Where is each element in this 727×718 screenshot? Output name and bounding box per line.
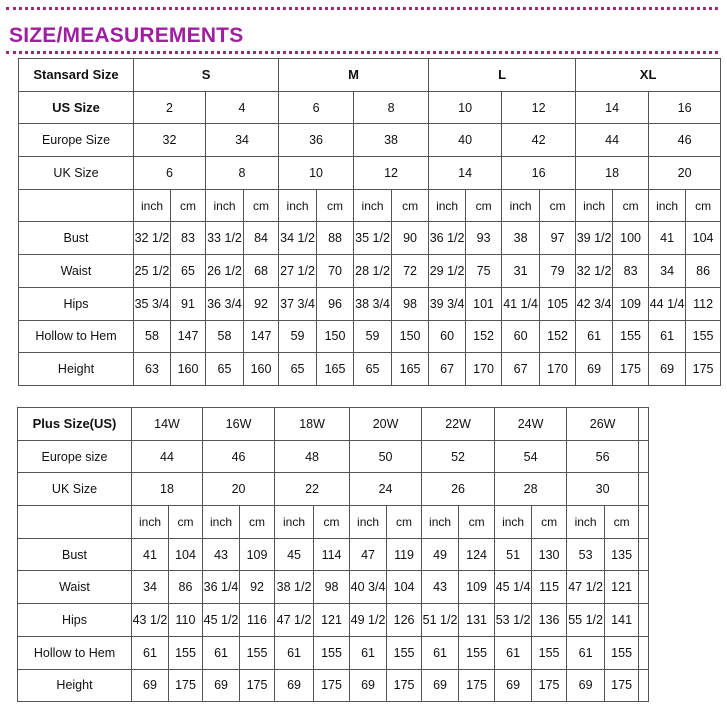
measurement-value: 75 bbox=[466, 255, 502, 288]
measurement-value: 175 bbox=[240, 669, 275, 702]
unit-row-blank bbox=[18, 506, 132, 539]
measurement-value: 155 bbox=[532, 636, 567, 669]
measurement-value: 49 1/2 bbox=[350, 604, 387, 637]
measurement-value: 41 bbox=[132, 538, 169, 571]
measurement-value: 93 bbox=[466, 222, 502, 255]
measurement-value: 83 bbox=[171, 222, 206, 255]
standard-size-table bbox=[18, 58, 721, 386]
uk-size-value: 16 bbox=[502, 157, 576, 190]
size-group-header: L bbox=[429, 59, 576, 92]
unit-row bbox=[19, 189, 721, 222]
unit-cm-label: cm bbox=[244, 189, 279, 222]
standard-header-label: Stansard Size bbox=[19, 59, 134, 92]
europe-size-label: Europe Size bbox=[19, 124, 134, 157]
measurement-value: 34 bbox=[132, 571, 169, 604]
measurement-value: 150 bbox=[317, 320, 354, 353]
unit-cm-label: cm bbox=[317, 189, 354, 222]
measurement-value: 124 bbox=[459, 538, 495, 571]
measurement-value: 86 bbox=[686, 255, 721, 288]
measurement-value: 35 1/2 bbox=[354, 222, 392, 255]
unit-cm-label: cm bbox=[387, 506, 422, 539]
unit-cm-label: cm bbox=[171, 189, 206, 222]
measurement-value: 41 bbox=[649, 222, 686, 255]
measurement-value: 155 bbox=[613, 320, 649, 353]
top-dotted-divider bbox=[6, 7, 718, 10]
us-size-value: 4 bbox=[206, 91, 279, 124]
measurement-value: 104 bbox=[387, 571, 422, 604]
unit-cm-label: cm bbox=[466, 189, 502, 222]
measurement-value: 175 bbox=[686, 353, 721, 386]
measurement-value: 170 bbox=[466, 353, 502, 386]
measurement-value: 147 bbox=[244, 320, 279, 353]
measurement-value: 69 bbox=[649, 353, 686, 386]
measurement-value: 61 bbox=[422, 636, 459, 669]
unit-cm-label: cm bbox=[613, 189, 649, 222]
us-size-value: 16 bbox=[649, 91, 721, 124]
measurement-value: 104 bbox=[169, 538, 203, 571]
plus-header-label: Plus Size(US) bbox=[18, 408, 132, 441]
measurement-value: 170 bbox=[540, 353, 576, 386]
size-group-header: XL bbox=[576, 59, 721, 92]
measurement-value: 104 bbox=[686, 222, 721, 255]
europe-size-value: 34 bbox=[206, 124, 279, 157]
measurement-value: 60 bbox=[502, 320, 540, 353]
plus-europe-label: Europe size bbox=[18, 440, 132, 473]
unit-inch-label: inch bbox=[422, 506, 459, 539]
measurement-value: 55 1/2 bbox=[567, 604, 605, 637]
plus-uk-value: 18 bbox=[132, 473, 203, 506]
unit-inch-label: inch bbox=[206, 189, 244, 222]
measurement-value: 45 bbox=[275, 538, 314, 571]
plus-unit-row bbox=[18, 506, 649, 539]
measurement-label: Hollow to Hem bbox=[18, 636, 132, 669]
unit-inch-label: inch bbox=[275, 506, 314, 539]
measurement-value: 126 bbox=[387, 604, 422, 637]
measurement-value: 67 bbox=[502, 353, 540, 386]
measurement-value: 47 1/2 bbox=[275, 604, 314, 637]
measurement-value: 38 bbox=[502, 222, 540, 255]
plus-measurement-row bbox=[18, 538, 649, 571]
measurement-value: 141 bbox=[605, 604, 639, 637]
measurement-value: 96 bbox=[317, 287, 354, 320]
measurement-value: 160 bbox=[244, 353, 279, 386]
plus-uk-value: 24 bbox=[350, 473, 422, 506]
plus-uk-value: 22 bbox=[275, 473, 350, 506]
measurement-value: 79 bbox=[540, 255, 576, 288]
measurement-value: 115 bbox=[532, 571, 567, 604]
measurement-value: 72 bbox=[392, 255, 429, 288]
uk-size-label: UK Size bbox=[19, 157, 134, 190]
measurement-value: 47 bbox=[350, 538, 387, 571]
unit-inch-label: inch bbox=[649, 189, 686, 222]
uk-size-value: 10 bbox=[279, 157, 354, 190]
unit-cm-label: cm bbox=[314, 506, 350, 539]
unit-cm-label: cm bbox=[532, 506, 567, 539]
measurement-value: 100 bbox=[613, 222, 649, 255]
measurement-value: 45 1/4 bbox=[495, 571, 532, 604]
measurement-value: 119 bbox=[387, 538, 422, 571]
unit-row-blank bbox=[19, 189, 134, 222]
plus-measurement-row bbox=[18, 604, 649, 637]
uk-size-value: 14 bbox=[429, 157, 502, 190]
measurement-value: 101 bbox=[466, 287, 502, 320]
measurement-value: 61 bbox=[203, 636, 240, 669]
plus-europe-value: 50 bbox=[350, 440, 422, 473]
measurement-value: 91 bbox=[171, 287, 206, 320]
unit-inch-label: inch bbox=[279, 189, 317, 222]
measurement-value: 160 bbox=[171, 353, 206, 386]
measurement-value: 32 1/2 bbox=[134, 222, 171, 255]
measurement-value: 69 bbox=[132, 669, 169, 702]
measurement-row bbox=[19, 320, 721, 353]
unit-inch-label: inch bbox=[502, 189, 540, 222]
measurement-value: 92 bbox=[240, 571, 275, 604]
measurement-value: 39 3/4 bbox=[429, 287, 466, 320]
unit-cm-label: cm bbox=[605, 506, 639, 539]
measurement-value: 69 bbox=[495, 669, 532, 702]
measurement-value: 53 1/2 bbox=[495, 604, 532, 637]
unit-cm-label: cm bbox=[169, 506, 203, 539]
measurement-value: 59 bbox=[279, 320, 317, 353]
measurement-row bbox=[19, 255, 721, 288]
page-title: SIZE/MEASUREMENTS bbox=[9, 24, 244, 47]
measurement-value: 49 bbox=[422, 538, 459, 571]
unit-inch-label: inch bbox=[576, 189, 613, 222]
measurement-value: 36 1/2 bbox=[429, 222, 466, 255]
measurement-value: 165 bbox=[317, 353, 354, 386]
measurement-value: 92 bbox=[244, 287, 279, 320]
measurement-value: 136 bbox=[532, 604, 567, 637]
plus-uk-value: 26 bbox=[422, 473, 495, 506]
unit-inch-label: inch bbox=[567, 506, 605, 539]
measurement-value: 135 bbox=[605, 538, 639, 571]
measurement-value: 155 bbox=[240, 636, 275, 669]
measurement-value: 69 bbox=[350, 669, 387, 702]
us-size-value: 6 bbox=[279, 91, 354, 124]
unit-cm-label: cm bbox=[392, 189, 429, 222]
europe-size-value: 32 bbox=[134, 124, 206, 157]
plus-uk-value: 20 bbox=[203, 473, 275, 506]
unit-inch-label: inch bbox=[132, 506, 169, 539]
europe-size-value: 40 bbox=[429, 124, 502, 157]
us-size-row bbox=[19, 91, 721, 124]
measurement-value: 175 bbox=[605, 669, 639, 702]
measurement-label: Height bbox=[18, 669, 132, 702]
plus-uk-value: 28 bbox=[495, 473, 567, 506]
europe-size-value: 46 bbox=[649, 124, 721, 157]
plus-size-value: 16W bbox=[203, 408, 275, 441]
measurement-value: 88 bbox=[317, 222, 354, 255]
plus-size-value: 24W bbox=[495, 408, 567, 441]
measurement-value: 65 bbox=[206, 353, 244, 386]
measurement-value: 61 bbox=[275, 636, 314, 669]
measurement-value: 147 bbox=[171, 320, 206, 353]
measurement-value: 69 bbox=[576, 353, 613, 386]
plus-blank-cell bbox=[639, 538, 649, 571]
measurement-value: 36 1/4 bbox=[203, 571, 240, 604]
unit-inch-label: inch bbox=[354, 189, 392, 222]
plus-uk-row bbox=[18, 473, 649, 506]
measurement-value: 43 bbox=[422, 571, 459, 604]
uk-size-value: 8 bbox=[206, 157, 279, 190]
title-dotted-divider bbox=[6, 51, 718, 54]
plus-size-table bbox=[17, 407, 649, 702]
measurement-value: 61 bbox=[350, 636, 387, 669]
us-size-value: 12 bbox=[502, 91, 576, 124]
uk-size-value: 18 bbox=[576, 157, 649, 190]
measurement-value: 39 1/2 bbox=[576, 222, 613, 255]
measurement-value: 175 bbox=[459, 669, 495, 702]
unit-cm-label: cm bbox=[459, 506, 495, 539]
measurement-value: 86 bbox=[169, 571, 203, 604]
measurement-value: 67 bbox=[429, 353, 466, 386]
measurement-value: 69 bbox=[567, 669, 605, 702]
measurement-value: 25 1/2 bbox=[134, 255, 171, 288]
measurement-label: Height bbox=[19, 353, 134, 386]
unit-inch-label: inch bbox=[350, 506, 387, 539]
measurement-value: 32 1/2 bbox=[576, 255, 613, 288]
measurement-label: Bust bbox=[18, 538, 132, 571]
measurement-value: 105 bbox=[540, 287, 576, 320]
measurement-value: 155 bbox=[169, 636, 203, 669]
measurement-label: Hollow to Hem bbox=[19, 320, 134, 353]
measurement-value: 61 bbox=[649, 320, 686, 353]
measurement-row bbox=[19, 287, 721, 320]
measurement-value: 41 1/4 bbox=[502, 287, 540, 320]
uk-size-row bbox=[19, 157, 721, 190]
plus-blank-cell bbox=[639, 473, 649, 506]
plus-blank-cell bbox=[639, 408, 649, 441]
size-group-row bbox=[19, 59, 721, 92]
plus-size-value: 26W bbox=[567, 408, 639, 441]
measurement-value: 175 bbox=[314, 669, 350, 702]
measurement-value: 27 1/2 bbox=[279, 255, 317, 288]
measurement-value: 175 bbox=[532, 669, 567, 702]
measurement-value: 65 bbox=[354, 353, 392, 386]
plus-size-value: 20W bbox=[350, 408, 422, 441]
measurement-value: 34 bbox=[649, 255, 686, 288]
unit-inch-label: inch bbox=[203, 506, 240, 539]
measurement-value: 60 bbox=[429, 320, 466, 353]
plus-europe-value: 48 bbox=[275, 440, 350, 473]
measurement-value: 152 bbox=[540, 320, 576, 353]
unit-inch-label: inch bbox=[429, 189, 466, 222]
measurement-value: 35 3/4 bbox=[134, 287, 171, 320]
measurement-value: 44 1/4 bbox=[649, 287, 686, 320]
europe-size-value: 44 bbox=[576, 124, 649, 157]
measurement-value: 130 bbox=[532, 538, 567, 571]
measurement-value: 31 bbox=[502, 255, 540, 288]
measurement-value: 98 bbox=[314, 571, 350, 604]
measurement-value: 116 bbox=[240, 604, 275, 637]
plus-measurement-row bbox=[18, 636, 649, 669]
measurement-value: 43 1/2 bbox=[132, 604, 169, 637]
measurement-value: 109 bbox=[459, 571, 495, 604]
unit-inch-label: inch bbox=[134, 189, 171, 222]
measurement-value: 47 1/2 bbox=[567, 571, 605, 604]
measurement-value: 40 3/4 bbox=[350, 571, 387, 604]
measurement-value: 42 3/4 bbox=[576, 287, 613, 320]
europe-size-value: 36 bbox=[279, 124, 354, 157]
plus-blank-cell bbox=[639, 636, 649, 669]
size-group-header: M bbox=[279, 59, 429, 92]
measurement-value: 131 bbox=[459, 604, 495, 637]
measurement-value: 51 1/2 bbox=[422, 604, 459, 637]
plus-blank-cell bbox=[639, 669, 649, 702]
measurement-value: 152 bbox=[466, 320, 502, 353]
measurement-value: 36 3/4 bbox=[206, 287, 244, 320]
measurement-value: 98 bbox=[392, 287, 429, 320]
measurement-value: 58 bbox=[134, 320, 171, 353]
us-size-value: 2 bbox=[134, 91, 206, 124]
measurement-value: 68 bbox=[244, 255, 279, 288]
measurement-value: 155 bbox=[686, 320, 721, 353]
unit-cm-label: cm bbox=[686, 189, 721, 222]
europe-size-value: 42 bbox=[502, 124, 576, 157]
plus-europe-value: 52 bbox=[422, 440, 495, 473]
measurement-value: 34 1/2 bbox=[279, 222, 317, 255]
measurement-value: 165 bbox=[392, 353, 429, 386]
measurement-value: 59 bbox=[354, 320, 392, 353]
measurement-value: 155 bbox=[459, 636, 495, 669]
measurement-label: Bust bbox=[19, 222, 134, 255]
measurement-value: 155 bbox=[314, 636, 350, 669]
measurement-value: 61 bbox=[576, 320, 613, 353]
us-size-value: 8 bbox=[354, 91, 429, 124]
plus-size-row bbox=[18, 408, 649, 441]
measurement-value: 51 bbox=[495, 538, 532, 571]
measurement-value: 90 bbox=[392, 222, 429, 255]
measurement-value: 175 bbox=[613, 353, 649, 386]
europe-size-value: 38 bbox=[354, 124, 429, 157]
measurement-label: Waist bbox=[18, 571, 132, 604]
measurement-value: 69 bbox=[422, 669, 459, 702]
measurement-value: 37 3/4 bbox=[279, 287, 317, 320]
size-group-header: S bbox=[134, 59, 279, 92]
measurement-label: Hips bbox=[19, 287, 134, 320]
plus-size-value: 18W bbox=[275, 408, 350, 441]
measurement-value: 175 bbox=[387, 669, 422, 702]
measurement-value: 84 bbox=[244, 222, 279, 255]
plus-size-value: 14W bbox=[132, 408, 203, 441]
measurement-value: 61 bbox=[132, 636, 169, 669]
measurement-value: 109 bbox=[240, 538, 275, 571]
measurement-value: 38 3/4 bbox=[354, 287, 392, 320]
unit-inch-label: inch bbox=[495, 506, 532, 539]
measurement-value: 61 bbox=[567, 636, 605, 669]
measurement-label: Waist bbox=[19, 255, 134, 288]
uk-size-value: 20 bbox=[649, 157, 721, 190]
measurement-value: 97 bbox=[540, 222, 576, 255]
unit-cm-label: cm bbox=[540, 189, 576, 222]
measurement-row bbox=[19, 222, 721, 255]
plus-europe-value: 46 bbox=[203, 440, 275, 473]
measurement-value: 61 bbox=[495, 636, 532, 669]
measurement-value: 155 bbox=[387, 636, 422, 669]
measurement-value: 121 bbox=[605, 571, 639, 604]
measurement-value: 112 bbox=[686, 287, 721, 320]
measurement-value: 43 bbox=[203, 538, 240, 571]
measurement-value: 69 bbox=[203, 669, 240, 702]
plus-measurement-row bbox=[18, 571, 649, 604]
measurement-value: 45 1/2 bbox=[203, 604, 240, 637]
measurement-value: 110 bbox=[169, 604, 203, 637]
measurement-value: 33 1/2 bbox=[206, 222, 244, 255]
measurement-row bbox=[19, 353, 721, 386]
measurement-value: 121 bbox=[314, 604, 350, 637]
measurement-value: 109 bbox=[613, 287, 649, 320]
measurement-value: 114 bbox=[314, 538, 350, 571]
unit-cm-label: cm bbox=[240, 506, 275, 539]
us-size-value: 10 bbox=[429, 91, 502, 124]
plus-europe-value: 54 bbox=[495, 440, 567, 473]
uk-size-value: 12 bbox=[354, 157, 429, 190]
measurement-value: 155 bbox=[605, 636, 639, 669]
measurement-value: 65 bbox=[279, 353, 317, 386]
measurement-value: 83 bbox=[613, 255, 649, 288]
measurement-value: 29 1/2 bbox=[429, 255, 466, 288]
measurement-value: 69 bbox=[275, 669, 314, 702]
measurement-value: 26 1/2 bbox=[206, 255, 244, 288]
plus-europe-value: 44 bbox=[132, 440, 203, 473]
measurement-value: 53 bbox=[567, 538, 605, 571]
plus-blank-cell bbox=[639, 604, 649, 637]
europe-size-row bbox=[19, 124, 721, 157]
us-size-label: US Size bbox=[19, 91, 134, 124]
plus-europe-row bbox=[18, 440, 649, 473]
measurement-label: Hips bbox=[18, 604, 132, 637]
us-size-value: 14 bbox=[576, 91, 649, 124]
uk-size-value: 6 bbox=[134, 157, 206, 190]
measurement-value: 63 bbox=[134, 353, 171, 386]
plus-europe-value: 56 bbox=[567, 440, 639, 473]
measurement-value: 38 1/2 bbox=[275, 571, 314, 604]
measurement-value: 175 bbox=[169, 669, 203, 702]
measurement-value: 65 bbox=[171, 255, 206, 288]
plus-blank-cell bbox=[639, 506, 649, 539]
plus-measurement-row bbox=[18, 669, 649, 702]
plus-uk-label: UK Size bbox=[18, 473, 132, 506]
measurement-value: 150 bbox=[392, 320, 429, 353]
plus-blank-cell bbox=[639, 571, 649, 604]
measurement-value: 70 bbox=[317, 255, 354, 288]
plus-uk-value: 30 bbox=[567, 473, 639, 506]
plus-blank-cell bbox=[639, 440, 649, 473]
measurement-value: 58 bbox=[206, 320, 244, 353]
measurement-value: 28 1/2 bbox=[354, 255, 392, 288]
plus-size-value: 22W bbox=[422, 408, 495, 441]
